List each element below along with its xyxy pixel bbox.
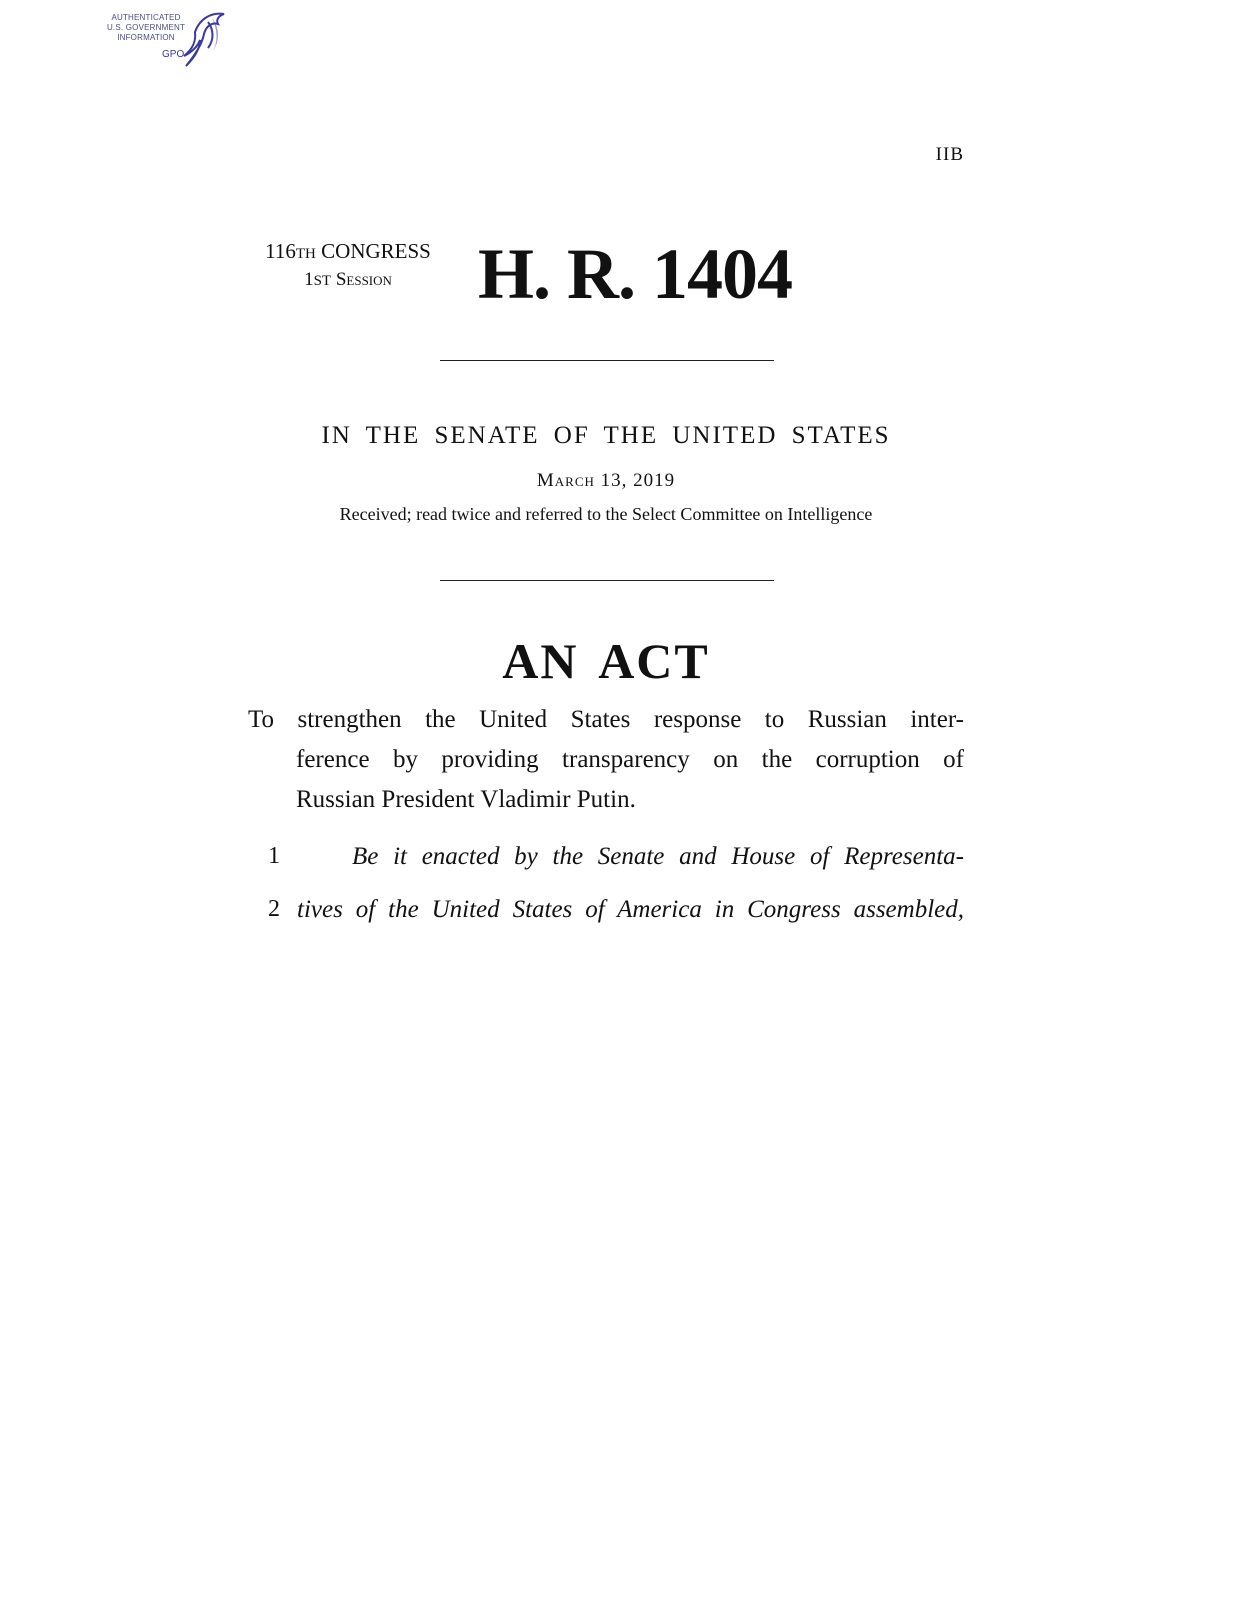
- congress-session-block: [248, 238, 448, 294]
- line-number: 2: [268, 896, 280, 922]
- senate-action: Received; read twice and referred to the Select Committee on Intelligence: [339, 504, 873, 524]
- document-code: IIB: [935, 144, 964, 165]
- gpo-authentication-seal: [100, 8, 230, 72]
- session-suffix: ST: [313, 273, 332, 289]
- session-label: Session: [335, 269, 392, 290]
- eagle-icon: [100, 8, 230, 72]
- enacting-clause-line: tives of the United States of America in Congress assembled,: [297, 896, 964, 923]
- seal-line-1: AUTHENTICATED: [111, 13, 181, 22]
- session-line: [248, 267, 448, 294]
- divider-rule-top: [440, 360, 774, 361]
- long-title-line-2: ference by providing transparency on the corruption of: [296, 746, 964, 773]
- congress-suffix: TH: [295, 246, 316, 262]
- congress-line: [248, 238, 448, 267]
- divider-rule-bottom: [440, 580, 774, 581]
- long-title: [248, 700, 964, 820]
- bill-number: H. R. 1404: [478, 234, 792, 314]
- gpo-mark: GPO: [162, 49, 185, 60]
- senate-date: March 13, 2019: [536, 470, 676, 491]
- congress-number: 116: [265, 239, 296, 263]
- congress-label: CONGRESS: [321, 239, 431, 263]
- long-title-line-3: Russian President Vladimir Putin.: [296, 786, 636, 813]
- senate-heading: IN THE SENATE OF THE UNITED STATES: [321, 422, 891, 449]
- seal-line-2: U.S. GOVERNMENT: [106, 23, 186, 32]
- session-number: 1: [304, 269, 314, 290]
- line-number: 1: [268, 843, 280, 869]
- act-heading: AN ACT: [502, 633, 710, 689]
- long-title-line-1: To strengthen the United States response to Russian inter-: [248, 706, 964, 733]
- enacting-clause-line: Be it enacted by the Senate and House of Representa-: [352, 843, 964, 870]
- seal-line-3: INFORMATION: [117, 33, 175, 42]
